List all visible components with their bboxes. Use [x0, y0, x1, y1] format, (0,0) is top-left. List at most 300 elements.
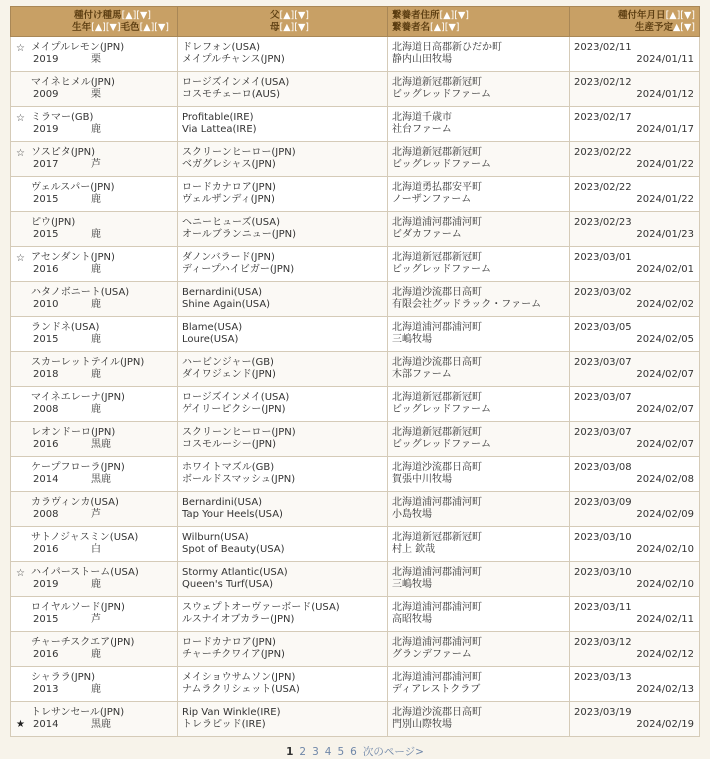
filled-star-icon: ★: [16, 718, 25, 730]
coat-color: 黒鹿: [91, 719, 111, 730]
owner-cell: [388, 492, 570, 527]
due-date: 2024/02/01: [636, 264, 694, 275]
coat-color: 鹿: [91, 684, 101, 695]
owner-cell: [388, 562, 570, 597]
owner-address: 北海道新冠郡新冠町: [392, 531, 482, 543]
owner-cell: [388, 422, 570, 457]
dam-link[interactable]: Shine Again(USA): [182, 299, 271, 310]
sort-sire-desc[interactable]: [▼]: [294, 9, 309, 21]
header-sire-dam: 父[▲][▼] 母[▲][▼]: [178, 7, 388, 37]
birth-year: 2014: [33, 719, 59, 730]
breeding-date: 2023/03/10: [574, 566, 632, 578]
table-row: [11, 247, 700, 282]
sire-link[interactable]: Bernardini(USA): [182, 286, 263, 298]
sire-dam-cell: [178, 352, 388, 387]
coat-color: 鹿: [91, 649, 101, 660]
stallion-cell: [11, 352, 178, 387]
stallion-cell: [11, 667, 178, 702]
dam-link[interactable]: チャーチクワイア(JPN): [182, 649, 285, 660]
owner-cell: [388, 632, 570, 667]
stallion-name-link[interactable]: メイプルレモン(JPN): [31, 41, 125, 53]
page-link-4[interactable]: 4: [324, 746, 332, 758]
stallion-name-link[interactable]: シャララ(JPN): [31, 671, 96, 683]
sire-link[interactable]: ダノンバラード(JPN): [182, 251, 275, 263]
owner-address: 北海道浦河郡浦河町: [392, 216, 482, 228]
dates-cell: [570, 282, 700, 317]
stallion-name-link[interactable]: ランドネ(USA): [31, 321, 100, 333]
breeding-date: 2023/03/11: [574, 601, 632, 613]
owner-address: 北海道新冠郡新冠町: [392, 391, 482, 403]
sire-dam-cell: [178, 212, 388, 247]
owner-address: 北海道浦河郡浦河町: [392, 601, 482, 613]
due-date: 2024/01/22: [636, 159, 694, 170]
page-link-5[interactable]: 5: [337, 746, 345, 758]
sire-link[interactable]: Rip Van Winkle(IRE): [182, 706, 281, 718]
due-date: 2024/02/13: [636, 684, 694, 695]
owner-address: 北海道新冠郡新冠町: [392, 426, 482, 438]
sire-dam-cell: [178, 282, 388, 317]
sire-link[interactable]: ドレフォン(USA): [182, 41, 260, 53]
sire-dam-cell: [178, 667, 388, 702]
sire-dam-cell: [178, 72, 388, 107]
page-link-1[interactable]: 1: [286, 746, 294, 758]
dam-link[interactable]: Queen's Turf(USA): [182, 579, 274, 590]
sire-dam-cell: [178, 457, 388, 492]
dates-cell: [570, 317, 700, 352]
stallion-name-link[interactable]: トレサンセール(JPN): [31, 706, 125, 718]
sire-dam-cell: [178, 492, 388, 527]
dam-link[interactable]: Via Lattea(IRE): [182, 124, 257, 135]
breeding-date: 2023/03/13: [574, 671, 632, 683]
owner-name: ノーザンファーム: [392, 194, 472, 205]
stallion-cell: [11, 107, 178, 142]
breeding-date: 2023/02/22: [574, 146, 632, 158]
table-row: [11, 282, 700, 317]
owner-cell: [388, 142, 570, 177]
dates-cell: [570, 247, 700, 282]
stallion-name-link[interactable]: マイネエレーナ(JPN): [31, 391, 125, 403]
owner-name: 高昭牧場: [392, 614, 432, 625]
sort-color-desc[interactable]: [▼]: [154, 21, 169, 33]
due-date: 2024/02/02: [636, 299, 694, 310]
owner-address: 北海道浦河郡浦河町: [392, 671, 482, 683]
sire-dam-cell: [178, 702, 388, 737]
breeding-date: 2023/03/01: [574, 251, 632, 263]
breeding-date: 2023/02/17: [574, 111, 632, 123]
coat-color: 鹿: [91, 194, 101, 205]
birth-year: 2016: [33, 649, 59, 660]
sire-dam-cell: [178, 317, 388, 352]
owner-name: 三嶋牧場: [392, 579, 432, 590]
owner-name: 小島牧場: [392, 509, 432, 520]
next-page-link[interactable]: 次のページ>: [362, 746, 424, 758]
due-date: 2024/02/12: [636, 649, 694, 660]
birth-year: 2008: [33, 509, 59, 520]
header-owner: 繋養者住所[▲][▼] 繋養者名[▲][▼]: [388, 7, 570, 37]
sort-due-active[interactable]: ▲[▼]: [672, 21, 695, 33]
owner-name: 有限会社グッドラック・ファーム: [392, 299, 542, 310]
due-date: 2024/02/07: [636, 439, 694, 450]
dam-link[interactable]: ディープハイビガー(JPN): [182, 264, 295, 275]
sort-date-desc[interactable]: [▼]: [680, 9, 695, 21]
stallion-name-link[interactable]: アセンダント(JPN): [31, 251, 115, 263]
dates-cell: [570, 107, 700, 142]
birth-year: 2016: [33, 439, 59, 450]
sire-dam-cell: [178, 387, 388, 422]
owner-address: 北海道沙流郡日高町: [392, 286, 482, 298]
due-date: 2024/01/23: [636, 229, 694, 240]
dam-link[interactable]: Tap Your Heels(USA): [182, 509, 283, 520]
sort-owner-desc[interactable]: [▼]: [444, 21, 460, 33]
coat-color: 黒鹿: [91, 439, 111, 450]
due-date: 2024/01/22: [636, 194, 694, 205]
table-row: [11, 212, 700, 247]
stallion-name-link[interactable]: ロイヤルソード(JPN): [31, 601, 125, 613]
stallion-name-link[interactable]: ハイパーストーム(USA): [31, 566, 139, 578]
owner-cell: [388, 527, 570, 562]
birth-year: 2015: [33, 229, 59, 240]
due-date: 2024/02/11: [636, 614, 694, 625]
dam-link[interactable]: コスモチェーロ(AUS): [182, 89, 281, 100]
dates-cell: [570, 667, 700, 702]
star-icon: ☆: [16, 43, 25, 54]
table-row: [11, 142, 700, 177]
owner-cell: [388, 387, 570, 422]
sire-link[interactable]: ロージズインメイ(USA): [182, 391, 290, 403]
sire-link[interactable]: Stormy Atlantic(USA): [182, 566, 288, 578]
birth-year: 2015: [33, 614, 59, 625]
dates-cell: [570, 492, 700, 527]
table-row: [11, 562, 700, 597]
sire-link[interactable]: ホワイトマズル(GB): [182, 461, 275, 473]
stallion-cell: [11, 247, 178, 282]
breeding-date: 2023/03/05: [574, 321, 632, 333]
sort-stallion-desc[interactable]: [▼]: [136, 9, 151, 21]
coat-color: 栗: [91, 89, 101, 100]
birth-year: 2019: [33, 124, 59, 135]
table-row: [11, 177, 700, 212]
owner-name: 静内山田牧場: [392, 54, 452, 65]
coat-color: 鹿: [91, 404, 101, 415]
sort-year-desc[interactable]: [▼]: [105, 21, 121, 33]
coat-color: 鹿: [91, 264, 101, 275]
dates-cell: [570, 352, 700, 387]
stallion-cell: [11, 562, 178, 597]
table-row: [11, 667, 700, 702]
stallion-cell: [11, 597, 178, 632]
table-row: [11, 387, 700, 422]
table-row: [11, 492, 700, 527]
dam-link[interactable]: ナムラクリシェット(USA): [182, 684, 300, 695]
page-link-2[interactable]: 2: [299, 746, 307, 758]
table-row: [11, 107, 700, 142]
sire-dam-cell: [178, 527, 388, 562]
sort-stallion-asc[interactable]: [▲]: [121, 9, 137, 21]
owner-name: ビッグレッドファーム: [392, 159, 491, 170]
breeding-date: 2023/03/07: [574, 356, 632, 368]
breeding-date: 2023/02/12: [574, 76, 632, 88]
owner-name: 社台ファーム: [392, 124, 452, 135]
owner-name: 三嶋牧場: [392, 334, 432, 345]
table-row: [11, 597, 700, 632]
dam-link[interactable]: Spot of Beauty(USA): [182, 544, 285, 555]
sire-link[interactable]: ロードカナロア(JPN): [182, 181, 276, 193]
owner-address: 北海道沙流郡日高町: [392, 356, 482, 368]
dam-link[interactable]: トレラピッド(IRE): [182, 719, 266, 730]
birth-year: 2015: [33, 334, 59, 345]
dam-link[interactable]: ベガグレシャス(JPN): [182, 159, 276, 170]
coat-color: 芦: [91, 614, 101, 625]
dam-link[interactable]: コスモルーシー(JPN): [182, 439, 277, 450]
owner-cell: [388, 282, 570, 317]
page-link-6[interactable]: 6: [350, 746, 357, 758]
dates-cell: [570, 632, 700, 667]
breeding-date: 2023/03/19: [574, 706, 632, 718]
sire-dam-cell: [178, 142, 388, 177]
dates-cell: [570, 212, 700, 247]
sire-link[interactable]: ロージズインメイ(USA): [182, 76, 290, 88]
stallion-name-link[interactable]: マイネヒメル(JPN): [31, 76, 115, 88]
star-icon: ☆: [16, 148, 25, 159]
breeding-date: 2023/03/09: [574, 496, 632, 508]
coat-color: 鹿: [91, 299, 101, 310]
due-date: 2024/01/11: [636, 54, 694, 65]
stallion-cell: [11, 212, 178, 247]
owner-address: 北海道浦河郡浦河町: [392, 636, 482, 648]
dam-link[interactable]: ゲイリーピクシー(JPN): [182, 404, 286, 415]
stallion-cell: [11, 702, 178, 737]
dates-cell: [570, 37, 700, 72]
stallion-name-link[interactable]: サトノジャスミン(USA): [31, 531, 139, 543]
stallion-cell: [11, 72, 178, 107]
stallion-cell: [11, 317, 178, 352]
owner-cell: [388, 457, 570, 492]
breeding-date: 2023/02/22: [574, 181, 632, 193]
owner-name: ビッグレッドファーム: [392, 89, 491, 100]
header-dates: 種付年月日[▲][▼] 生産予定▲[▼]: [570, 7, 700, 37]
header-stallion: 種付け種馬[▲][▼] 生年[▲][▼]毛色[▲][▼]: [11, 7, 178, 37]
table-row: [11, 317, 700, 352]
dates-cell: [570, 562, 700, 597]
stallion-name-link[interactable]: カラヴィンカ(USA): [31, 496, 119, 508]
sire-dam-cell: [178, 422, 388, 457]
owner-name: ディアレストクラブ: [392, 684, 481, 695]
sire-link[interactable]: スクリーンヒーロー(JPN): [182, 426, 296, 438]
stallion-breeding-table: [10, 6, 700, 737]
dates-cell: [570, 177, 700, 212]
owner-address: 北海道沙流郡日高町: [392, 461, 482, 473]
owner-name: グランデファーム: [392, 649, 472, 660]
owner-cell: [388, 212, 570, 247]
sort-year-asc[interactable]: [▲]: [91, 21, 106, 33]
coat-color: 芦: [91, 159, 101, 170]
breeding-date: 2023/03/02: [574, 286, 632, 298]
table-row: [11, 72, 700, 107]
stallion-name-link[interactable]: レオンドーロ(JPN): [31, 426, 116, 438]
coat-color: 栗: [91, 54, 101, 65]
owner-name: 村上 欽哉: [392, 544, 436, 555]
dates-cell: [570, 702, 700, 737]
dam-link[interactable]: オールブランニュー(JPN): [182, 229, 297, 240]
owner-cell: [388, 352, 570, 387]
owner-cell: [388, 247, 570, 282]
stallion-name-link[interactable]: スカーレットテイル(JPN): [31, 356, 145, 368]
owner-cell: [388, 597, 570, 632]
birth-year: 2018: [33, 369, 59, 380]
dam-link[interactable]: ヴェルザンディ(JPN): [182, 194, 275, 205]
dates-cell: [570, 72, 700, 107]
sire-link[interactable]: スクリーンヒーロー(JPN): [182, 146, 296, 158]
dates-cell: [570, 387, 700, 422]
owner-address: 北海道浦河郡浦河町: [392, 496, 482, 508]
stallion-name-link[interactable]: ケープフローラ(JPN): [31, 461, 125, 473]
sire-link[interactable]: Wilburn(USA): [182, 531, 249, 543]
owner-cell: [388, 72, 570, 107]
star-icon: ☆: [16, 568, 25, 579]
sire-link[interactable]: Blame(USA): [182, 321, 243, 333]
breeding-date: 2023/03/08: [574, 461, 632, 473]
birth-year: 2019: [33, 579, 59, 590]
results-table-wrapper: [10, 6, 699, 737]
dam-link[interactable]: ボールドスマッシュ(JPN): [182, 474, 296, 485]
stallion-cell: [11, 422, 178, 457]
birth-year: 2014: [33, 474, 59, 485]
dam-link[interactable]: Loure(USA): [182, 334, 239, 345]
breeding-date: 2023/03/07: [574, 426, 632, 438]
dates-cell: [570, 422, 700, 457]
birth-year: 2008: [33, 404, 59, 415]
stallion-cell: [11, 177, 178, 212]
sire-link[interactable]: メイショウサムソン(JPN): [182, 671, 296, 683]
dam-link[interactable]: ルスナイオブカラー(JPN): [182, 614, 295, 625]
coat-color: 白: [91, 544, 101, 555]
stallion-cell: [11, 632, 178, 667]
stallion-cell: [11, 142, 178, 177]
coat-color: 鹿: [91, 369, 101, 380]
due-date: 2024/02/08: [636, 474, 694, 485]
table-row: [11, 422, 700, 457]
owner-address: 北海道浦河郡浦河町: [392, 566, 482, 578]
stallion-name-link[interactable]: チャーチスクエア(JPN): [31, 636, 135, 648]
stallion-name-link[interactable]: ソスピタ(JPN): [31, 146, 96, 158]
sort-address-desc[interactable]: [▼]: [454, 9, 469, 21]
coat-color: 鹿: [91, 579, 101, 590]
sire-link[interactable]: Bernardini(USA): [182, 496, 263, 508]
owner-address: 北海道浦河郡浦河町: [392, 321, 482, 333]
dates-cell: [570, 457, 700, 492]
breeding-date: 2023/03/10: [574, 531, 632, 543]
table-header-row: [11, 7, 700, 37]
table-row: [11, 702, 700, 737]
sort-address-asc[interactable]: [▲]: [439, 9, 455, 21]
breeding-date: 2023/03/12: [574, 636, 632, 648]
sire-dam-cell: [178, 37, 388, 72]
breeding-date: 2023/03/07: [574, 391, 632, 403]
birth-year: 2013: [33, 684, 59, 695]
star-icon: ☆: [16, 113, 25, 124]
sire-link[interactable]: Profitable(IRE): [182, 111, 254, 123]
table-row: [11, 37, 700, 72]
owner-cell: [388, 107, 570, 142]
dates-cell: [570, 142, 700, 177]
sire-dam-cell: [178, 247, 388, 282]
owner-address: 北海道沙流郡日高町: [392, 706, 482, 718]
due-date: 2024/02/10: [636, 544, 694, 555]
sire-link[interactable]: ロードカナロア(JPN): [182, 636, 276, 648]
stallion-name-link[interactable]: ピウ(JPN): [31, 216, 76, 228]
table-row: [11, 632, 700, 667]
coat-color: 鹿: [91, 334, 101, 345]
birth-year: 2019: [33, 54, 59, 65]
breeding-date: 2023/02/11: [574, 41, 632, 53]
sort-dam-desc[interactable]: [▼]: [294, 21, 309, 33]
due-date: 2024/02/07: [636, 404, 694, 415]
birth-year: 2010: [33, 299, 59, 310]
due-date: 2024/01/17: [636, 124, 694, 135]
owner-name: ビダカファーム: [392, 229, 462, 240]
owner-address: 北海道新冠郡新冠町: [392, 146, 482, 158]
dam-link[interactable]: ダイワジェンド(JPN): [182, 369, 276, 380]
table-row: [11, 527, 700, 562]
sire-dam-cell: [178, 597, 388, 632]
stallion-name-link[interactable]: ミラマー(GB): [31, 111, 94, 123]
birth-year: 2016: [33, 544, 59, 555]
owner-cell: [388, 702, 570, 737]
owner-address: 北海道勇払郡安平町: [392, 181, 482, 193]
sire-dam-cell: [178, 177, 388, 212]
due-date: 2024/02/05: [636, 334, 694, 345]
stallion-cell: [11, 37, 178, 72]
owner-cell: [388, 317, 570, 352]
sort-date-asc[interactable]: [▲]: [665, 9, 681, 21]
owner-name: ビッグレッドファーム: [392, 264, 491, 275]
owner-address: 北海道日高郡新ひだか町: [392, 41, 502, 53]
coat-color: 鹿: [91, 229, 101, 240]
owner-name: ビッグレッドファーム: [392, 439, 491, 450]
owner-address: 北海道新冠郡新冠町: [392, 76, 482, 88]
sort-sire-asc[interactable]: [▲]: [279, 9, 295, 21]
due-date: 2024/01/12: [636, 89, 694, 100]
sire-dam-cell: [178, 562, 388, 597]
dates-cell: [570, 597, 700, 632]
birth-year: 2016: [33, 264, 59, 275]
page-link-3[interactable]: 3: [312, 746, 319, 758]
due-date: 2024/02/07: [636, 369, 694, 380]
table-row: [11, 352, 700, 387]
sort-color-asc[interactable]: [▲]: [139, 21, 155, 33]
sire-link[interactable]: ヘニーヒューズ(USA): [182, 216, 280, 228]
stallion-cell: [11, 387, 178, 422]
due-date: 2024/02/10: [636, 579, 694, 590]
coat-color: 芦: [91, 509, 101, 520]
sort-owner-asc[interactable]: [▲]: [430, 21, 445, 33]
sire-dam-cell: [178, 632, 388, 667]
coat-color: 鹿: [91, 124, 101, 135]
sire-link[interactable]: スウェプトオーヴァーボード(USA): [182, 601, 340, 613]
sire-link[interactable]: ハービンジャー(GB): [182, 356, 274, 368]
owner-cell: [388, 37, 570, 72]
sort-dam-asc[interactable]: [▲]: [279, 21, 295, 33]
stallion-name-link[interactable]: ハタノボニート(USA): [31, 286, 130, 298]
owner-address: 北海道新冠郡新冠町: [392, 251, 482, 263]
birth-year: 2015: [33, 194, 59, 205]
owner-cell: [388, 667, 570, 702]
birth-year: 2017: [33, 159, 59, 170]
due-date: 2024/02/09: [636, 509, 694, 520]
stallion-name-link[interactable]: ヴェルスパー(JPN): [31, 181, 115, 193]
table-row: [11, 457, 700, 492]
dam-link[interactable]: メイプルチャンス(JPN): [182, 54, 285, 65]
